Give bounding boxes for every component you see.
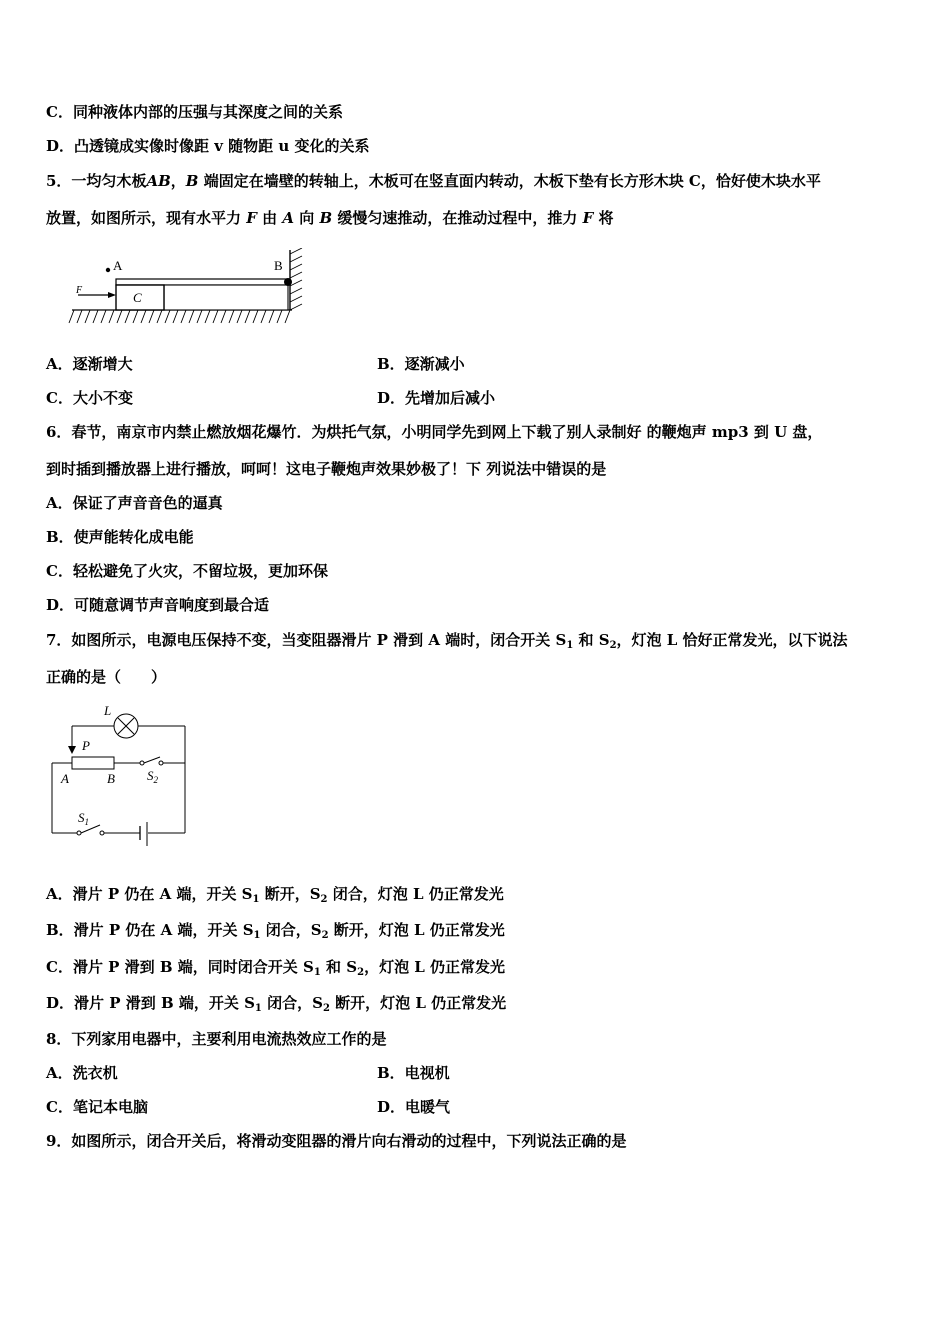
q7-stem-line2: 正确的是（ ）: [46, 668, 167, 686]
q5-board-figure: [60, 248, 310, 328]
q6-option-d: D．可随意调节声音响度到最合适: [46, 596, 270, 614]
q7-label-b: B: [107, 771, 115, 786]
q7-label-s2: $S_2$: [147, 768, 158, 785]
q5-label-b: B: [274, 258, 283, 273]
q6-option-a: A．保证了声音音色的逼真: [46, 494, 223, 512]
q5-stem-line1: 5．一均匀木板AB，B 端固定在墙壁的转轴上，木板可在竖直面内转动，木板下垫有长方形木块 C，恰好使木块水平: [46, 172, 821, 190]
q7-option-a: A．滑片 P 仍在 A 端，开关 $S_1$ 断开，$S_2$ 闭合，灯泡 L 仍正常发光: [46, 885, 504, 905]
q7-label-l: L: [104, 703, 112, 718]
q7-label-s1: $S_1$: [78, 810, 89, 827]
q5-stem-line2: 放置，如图所示，现有水平力 F 由 A 向 B 缓慢匀速推动，在推动过程中，推力 F 将: [46, 209, 614, 227]
q7-circuit-figure: [44, 700, 204, 860]
q9-stem: 9．如图所示，闭合开关后，将滑动变阻器的滑片向右滑动的过程中，下列说法正确的是: [46, 1132, 627, 1150]
q7-stem-line1: 7．如图所示，电源电压保持不变，当变阻器滑片 P 滑到 A 端时，闭合开关 $S_1$ 和 $S_2$，灯泡 L 恰好正常发光，以下说法: [46, 631, 848, 651]
q4-option-c: C．同种液体内部的压强与其深度之间的关系: [46, 103, 343, 121]
q7-label-p: P: [82, 738, 90, 753]
q7-option-c: C．滑片 P 滑到 B 端，同时闭合开关 $S_1$ 和 $S_2$，灯泡 L 仍正常发光: [46, 958, 506, 978]
q5-option-c: C．大小不变: [46, 389, 133, 407]
q8-option-c: C．笔记本电脑: [46, 1098, 148, 1116]
q5-label-c: C: [133, 290, 142, 305]
q8-option-a: A．洗衣机: [46, 1064, 118, 1082]
q8-option-d: D．电暖气: [377, 1098, 451, 1116]
q6-stem-line1: 6．春节，南京市内禁止燃放烟花爆竹．为烘托气氛，小明同学先到网上下载了别人录制好 的鞭炮声 mp3 到 U 盘，: [46, 423, 823, 441]
q7-option-b: B．滑片 P 仍在 A 端，开关 $S_1$ 闭合，$S_2$ 断开，灯泡 L 仍正常发光: [46, 921, 505, 941]
q5-label-a: A: [113, 258, 123, 273]
q5-option-d: D．先增加后减小: [377, 389, 496, 407]
q7-option-d: D．滑片 P 滑到 B 端，开关 $S_1$ 闭合，$S_2$ 断开，灯泡 L 仍正常发光: [46, 994, 507, 1014]
q6-option-b: B．使声能转化成电能: [46, 528, 194, 546]
q6-option-c: C．轻松避免了火灾，不留垃圾，更加环保: [46, 562, 328, 580]
q7-label-a: A: [61, 771, 69, 786]
q5-label-f: F: [76, 285, 83, 296]
q5-option-a: A．逐渐增大: [46, 355, 133, 373]
q8-option-b: B．电视机: [377, 1064, 450, 1082]
q8-stem: 8．下列家用电器中，主要利用电流热效应工作的是: [46, 1030, 387, 1048]
q4-option-d: D．凸透镜成实像时像距 v 随物距 u 变化的关系: [46, 137, 370, 155]
q6-stem-line2: 到时插到播放器上进行播放，呵呵！这电子鞭炮声效果妙极了！下 列说法中错误的是: [46, 460, 607, 478]
q5-option-b: B．逐渐减小: [377, 355, 465, 373]
